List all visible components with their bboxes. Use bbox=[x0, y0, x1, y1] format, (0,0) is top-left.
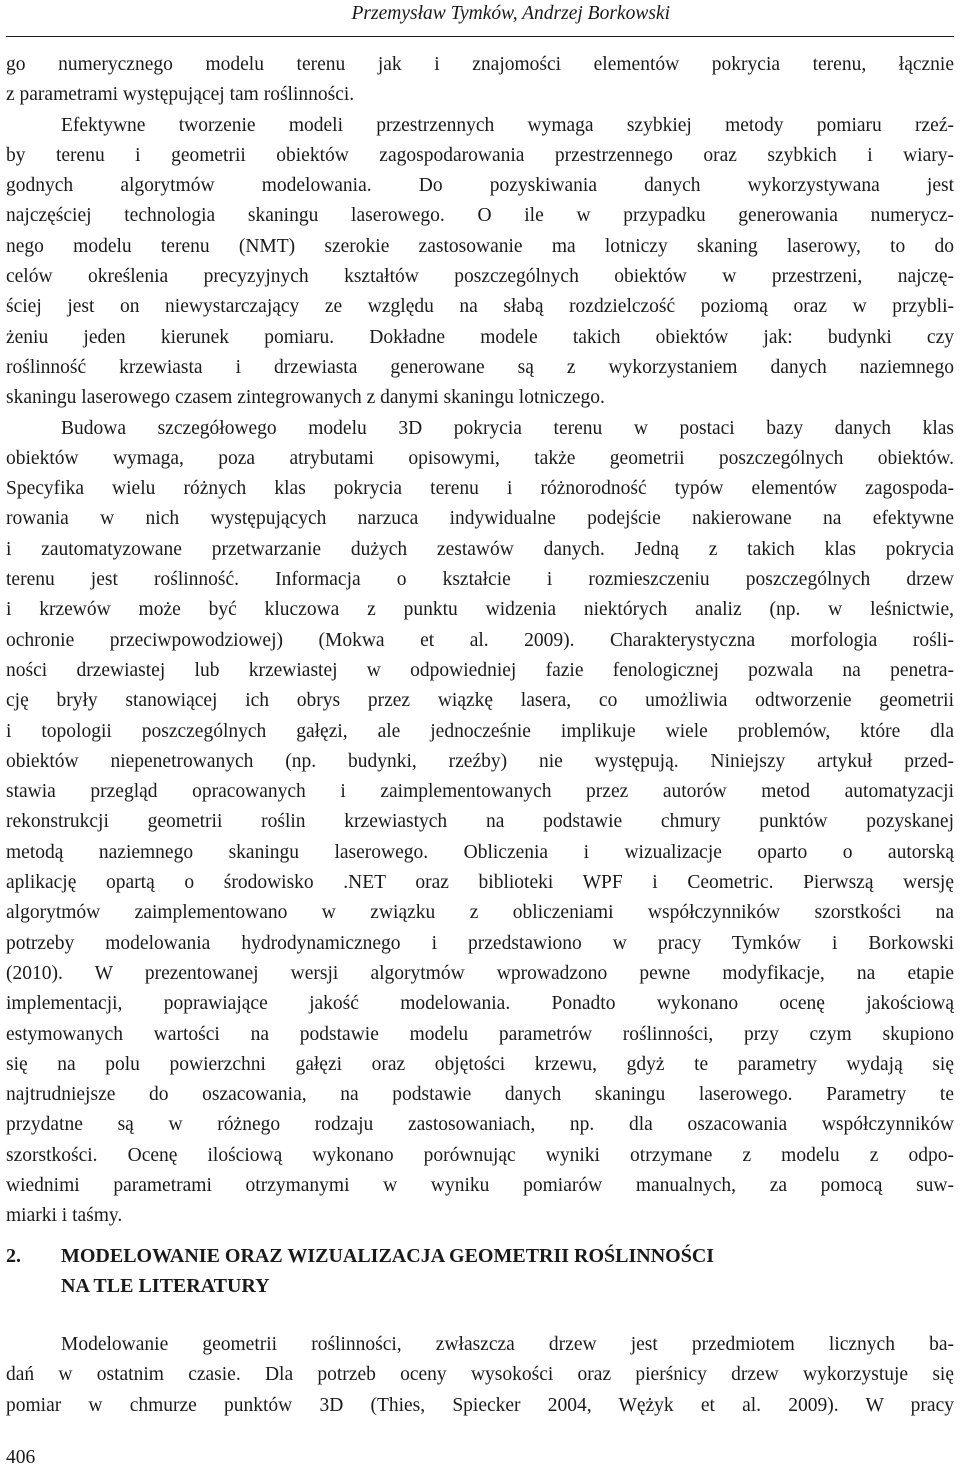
text-line: cję bryły stanowiącej ich obrys przez wiązkę lasera, co umożliwia odtworzenie geometrii bbox=[6, 690, 954, 712]
text-line: i topologii poszczególnych gałęzi, ale jednocześnie implikuje wiele problemów, które dla bbox=[6, 720, 954, 742]
text-line: ochronie przeciwpowodziowej) (Mokwa et al. 2009). Charakterystyczna morfologia rośli- bbox=[6, 629, 954, 651]
text-line: roślinność krzewiasta i drzewiasta generowane są z wykorzystaniem danych naziemnego bbox=[6, 356, 954, 378]
text-line: przydatne są w różnego rodzaju zastosowaniach, np. dla oszacowania współczynników bbox=[6, 1114, 954, 1136]
text-line: najtrudniejsze do oszacowania, na podstawie danych skaningu laserowego. Parametry te bbox=[6, 1084, 954, 1106]
section-heading bbox=[6, 1241, 954, 1301]
page-header bbox=[0, 0, 960, 36]
text-line: godnych algorytmów modelowania. Do pozyskiwania danych wykorzystywana jest bbox=[6, 175, 954, 197]
section-heading-line-1 bbox=[6, 1241, 954, 1271]
text-line: by terenu i geometrii obiektów zagospodarowania przestrzennego oraz szybkich i wiary- bbox=[6, 144, 954, 166]
text-line: rowania w nich występujących narzuca indywidualne podejście nakierowane na efektywne bbox=[6, 508, 954, 530]
text-line: rekonstrukcji geometrii roślin krzewiastych na podstawie chmury punktów pozyskanej bbox=[6, 811, 954, 833]
text-line: dań w ostatnim czasie. Dla potrzeb oceny wysokości oraz pierśnicy drzew wykorzystuje się bbox=[6, 1364, 954, 1386]
text-line: i zautomatyzowane przetwarzanie dużych zestawów danych. Jedną z takich klas pokrycia bbox=[6, 538, 954, 560]
text-line: metodą naziemnego skaningu laserowego. Obliczenia i wizualizacje oparto o autorską bbox=[6, 841, 954, 863]
body-text bbox=[6, 50, 954, 1232]
section-title-line-2: NA TLE LITERATURY bbox=[61, 1275, 270, 1297]
text-line: obiektów wymaga, poza atrybutami opisowymi, także geometrii poszczególnych obiektów. bbox=[6, 447, 954, 469]
text-line: potrzeby modelowania hydrodynamicznego i przedstawiono w pracy Tymków i Borkowski bbox=[6, 932, 954, 954]
text-line: Modelowanie geometrii roślinności, zwłaszcza drzew jest przedmiotem licznych ba- bbox=[61, 1334, 954, 1355]
section-title-line-1: MODELOWANIE ORAZ WIZUALIZACJA GEOMETRII ROŚLINNOŚCI bbox=[61, 1245, 715, 1267]
text-line: z parametrami występującej tam roślinności. bbox=[6, 84, 355, 106]
text-line: celów określenia precyzyjnych kształtów poszczególnych obiektów w przestrzeni, najczę- bbox=[6, 266, 954, 288]
text-line: nego modelu terenu (NMT) szerokie zastosowanie ma lotniczy skaning laserowy, to do bbox=[6, 235, 954, 257]
text-line: (2010). W prezentowanej wersji algorytmów wprowadzono pewne modyfikacje, na etapie bbox=[6, 962, 954, 984]
text-line: najczęściej technologia skaningu laserowego. O ile w przypadku generowania numerycz- bbox=[6, 205, 954, 227]
text-line: żeniu jeden kierunek pomiaru. Dokładne modele takich obiektów jak: budynki czy bbox=[6, 326, 954, 348]
text-line: aplikację opartą o środowisko .NET oraz biblioteki WPF i Ceometric. Pierwszą wersję bbox=[6, 872, 954, 894]
text-line: Efektywne tworzenie modeli przestrzennych wymaga szybkiej metody pomiaru rzeź- bbox=[61, 114, 954, 136]
text-line: miarki i taśmy. bbox=[6, 1205, 123, 1227]
text-line: go numerycznego modelu terenu jak i znajomości elementów pokrycia terenu, łącznie bbox=[6, 54, 954, 75]
text-line: się na polu powierzchni gałęzi oraz objętości krzewu, gdyż te parametry wydają się bbox=[6, 1053, 954, 1075]
text-line: szorstkości. Ocenę ilościową wykonano porównując wyniki otrzymane z modelu z odpo- bbox=[6, 1144, 954, 1166]
text-line: algorytmów zaimplementowano w związku z obliczeniami współczynników szorstkości na bbox=[6, 902, 954, 924]
text-line: skaningu laserowego czasem zintegrowanych z danymi skaningu lotniczego. bbox=[6, 387, 605, 409]
text-line: terenu jest roślinność. Informacja o kształcie i rozmieszczeniu poszczególnych drzew bbox=[6, 569, 954, 591]
page-number: 406 bbox=[6, 1447, 36, 1468]
section-2-text bbox=[6, 1330, 954, 1421]
text-line: wiednimi parametrami otrzymanymi w wyniku pomiarów manualnych, za pomocą suw- bbox=[6, 1174, 954, 1196]
section-number: 2. bbox=[6, 1245, 21, 1267]
text-line: Budowa szczegółowego modelu 3D pokrycia terenu w postaci bazy danych klas bbox=[61, 417, 954, 439]
text-line: i krzewów może być kluczowa z punktu widzenia niektórych analiz (np. w leśnictwie, bbox=[6, 599, 954, 621]
text-line: ności drzewiastej lub krzewiastej w odpowiedniej fazie fenologicznej pozwala na penetra- bbox=[6, 659, 954, 681]
text-line: pomiar w chmurze punktów 3D (Thies, Spiecker 2004, Wężyk et al. 2009). W pracy bbox=[6, 1394, 954, 1416]
running-title: Przemysław Tymków, Andrzej Borkowski bbox=[351, 3, 670, 24]
text-line: implementacji, poprawiające jakość modelowania. Ponadto wykonano ocenę jakościową bbox=[6, 993, 954, 1015]
header-rule bbox=[6, 36, 954, 37]
text-line: obiektów niepenetrowanych (np. budynki, rzeźby) nie występują. Niniejszy artykuł przed- bbox=[6, 750, 954, 772]
text-line: Specyfika wielu różnych klas pokrycia terenu i różnorodność typów elementów zagospoda- bbox=[6, 478, 954, 500]
text-line: estymowanych wartości na podstawie modelu parametrów roślinności, przy czym skupiono bbox=[6, 1023, 954, 1045]
text-line: stawia przegląd opracowanych i zaimplementowanych przez autorów metod automatyzacji bbox=[6, 781, 954, 803]
text-line: ściej jest on niewystarczający ze względu na słabą rozdzielczość poziomą oraz w przybli- bbox=[6, 296, 954, 318]
section-heading-line-2 bbox=[6, 1271, 954, 1301]
